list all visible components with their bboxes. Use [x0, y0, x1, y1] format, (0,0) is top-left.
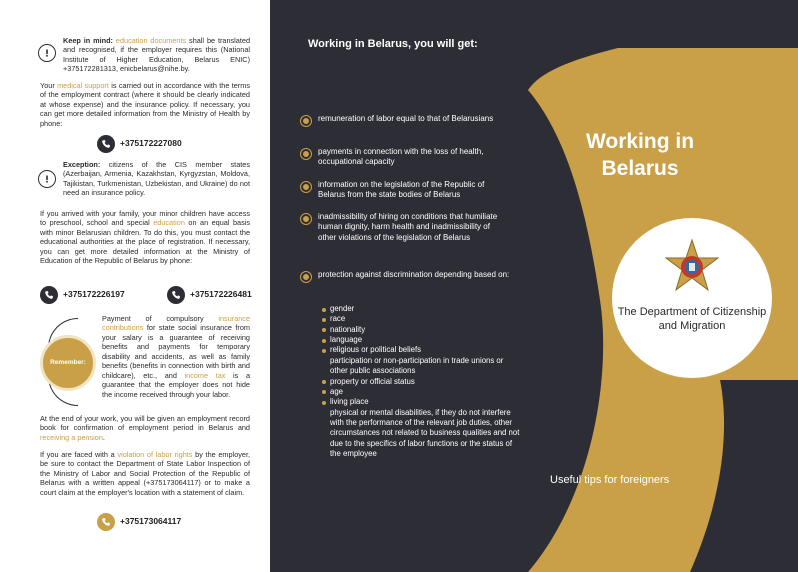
ground-text: nationality — [330, 324, 366, 334]
end-of-work-pre: At the end of your work, you will be given an employment record book for confirmation of employment period in Belarus and — [40, 414, 250, 433]
phone-edu-1-number[interactable]: +375172226197 — [63, 289, 125, 300]
medical-pre: Your — [40, 81, 55, 90]
phone-health-number[interactable]: +375172227080 — [120, 138, 182, 149]
violation-paragraph — [40, 450, 250, 497]
dot-icon — [322, 318, 326, 322]
bullet-icon — [300, 115, 312, 127]
phone-labor[interactable] — [97, 513, 181, 531]
insurance-contributions-link[interactable]: insurance contributions — [102, 314, 251, 333]
medical-paragraph — [40, 81, 250, 128]
bullet-icon — [300, 271, 312, 283]
ground-text: living place — [330, 397, 369, 407]
family-text: on an equal basis with minor Belarusian children. To do this, you must contact the educational authorities at the place of registration. If necessary, you can get more detailed information at the Ministry of Education of the Republic of Belarus by phone: — [40, 218, 251, 266]
dot-icon — [322, 308, 326, 312]
list-item — [322, 345, 522, 355]
payment-mid: for state social insurance from your salary is a guarantee of receiving benefits and payments for temporary disability and accidents, as well as family benefits (benefits in connection with birth and childcare), etc., and — [102, 323, 250, 380]
dot-icon — [322, 390, 326, 394]
violation-pre: If you are faced with a — [40, 450, 115, 459]
exclamation-icon — [38, 44, 56, 62]
list-item — [322, 397, 522, 407]
medical-support-link[interactable]: medical support — [57, 81, 109, 90]
list-item — [322, 314, 522, 324]
pension-link[interactable]: receiving a pension — [40, 432, 103, 442]
end-of-work-post: . — [102, 432, 105, 442]
dot-icon — [322, 349, 326, 353]
ground-text: age — [330, 386, 344, 396]
brochure-title: Working in Belarus — [585, 130, 695, 181]
list-item — [322, 387, 522, 397]
family-paragraph — [40, 209, 250, 266]
department-name: The Department of Citizenship and Migration — [617, 306, 767, 333]
medical-text: is carried out in accordance with the terms of the employment contract (where it should be clearly indicated at whose expense) and the insurance policy. If necessary, you can get more detailed information from the Ministry of Health by phone: — [40, 81, 250, 128]
phone-edu-1[interactable] — [40, 286, 125, 304]
keep-in-mind-note — [63, 36, 250, 74]
benefit-item — [300, 270, 510, 283]
remember-label: Remember: — [50, 358, 86, 366]
payment-post: is a guarantee that the employer does not hide the income received through your labor. — [102, 370, 251, 399]
ground-text: property or official status — [330, 376, 415, 386]
phone-icon — [40, 286, 58, 304]
list-item — [322, 377, 522, 387]
ground-text: participation or non-participation in trade unions or other public associations — [330, 355, 504, 376]
remember-badge — [40, 335, 96, 391]
list-item — [322, 304, 522, 314]
education-link[interactable]: education — [153, 218, 185, 228]
emblem-icon — [662, 238, 722, 298]
benefit-item — [300, 114, 510, 127]
list-item — [322, 335, 522, 345]
list-item — [322, 325, 522, 335]
payment-paragraph — [102, 314, 250, 399]
ground-text: physical or mental disabilities, if they do not interfere with the performance of the relevant job duties, other circumstances not related to business qualities and not due to the specifics of labor functions or the status of the employee — [330, 407, 520, 459]
phone-icon — [167, 286, 185, 304]
exception-label: Exception: — [63, 160, 101, 169]
phone-labor-number[interactable]: +375173064117 — [120, 516, 182, 527]
bullet-icon — [300, 148, 312, 160]
payment-pre: Payment of compulsory — [102, 314, 204, 323]
phone-edu-2[interactable] — [167, 286, 252, 304]
benefit-text: remuneration of labor equal to that of Belarusians — [318, 114, 494, 123]
labor-rights-link[interactable]: violation of labor rights — [117, 450, 193, 459]
benefit-item — [300, 180, 510, 201]
education-documents-link[interactable]: education documents — [115, 36, 187, 45]
benefit-text: protection against discrimination depending based on: — [318, 270, 510, 279]
benefit-text: inadmissibility of hiring on conditions that humiliate human dignity, harm health and inadmissibility of other violations of the legislation of Belarus — [318, 212, 498, 242]
bullet-icon — [300, 181, 312, 193]
phone-icon — [97, 513, 115, 531]
ground-text: race — [330, 314, 346, 324]
right-panel — [270, 0, 798, 572]
phone-icon — [97, 135, 115, 153]
violation-text: by the employer, be sure to contact the Department of State Labor Inspection of the Ministry of Labor and Social Protection of the Republic of Belarus with a written appeal (+375173064117) or to make a court claim at the employer's location with a statement of claim. — [40, 450, 251, 497]
phone-health[interactable] — [97, 135, 182, 153]
bullet-icon — [300, 213, 312, 225]
ground-text: religious or political beliefs — [330, 345, 422, 355]
exception-text: citizens of the CIS member states (Azerbaijan, Armenia, Kazakhstan, Kyrgyzstan, Moldova, Tajikistan, Turkmenistan, Uzbekistan, and Ukraine) do not need an insurance policy. — [63, 160, 251, 198]
ground-text: gender — [330, 304, 355, 313]
keep-in-mind-text: shall be translated and recognised, if the employer requires this (National Institute of Higher Education, Belarus ENIC) +375172281313, enicbelarus@nihe.by. — [63, 36, 251, 74]
discrimination-grounds-list — [322, 304, 522, 459]
benefit-item — [300, 212, 510, 243]
dot-icon — [322, 328, 326, 332]
benefit-text: information on the legislation of the Republic of Belarus from the state bodies of Belarus — [318, 180, 485, 200]
dot-icon — [322, 401, 326, 405]
income-tax-link[interactable]: income tax — [184, 370, 226, 380]
keep-in-mind-label: Keep in mind: — [63, 36, 113, 45]
left-panel — [0, 0, 270, 572]
tips-caption: Useful tips for foreigners — [550, 474, 670, 486]
dot-icon — [322, 339, 326, 343]
dot-icon — [322, 380, 326, 384]
ground-text: language — [330, 335, 363, 345]
phone-edu-2-number[interactable]: +375172226481 — [190, 289, 252, 300]
list-item — [322, 408, 522, 460]
benefit-text: payments in connection with the loss of health, occupational capacity — [318, 147, 484, 167]
list-item — [322, 356, 522, 377]
exception-note — [63, 160, 250, 198]
benefits-heading: Working in Belarus, you will get: — [308, 38, 478, 50]
benefit-item — [300, 147, 510, 168]
exclamation-icon — [38, 170, 56, 188]
end-of-work-paragraph — [40, 414, 250, 442]
family-pre: If you arrived with your family, your minor children have access to preschool, school and special — [40, 209, 250, 228]
